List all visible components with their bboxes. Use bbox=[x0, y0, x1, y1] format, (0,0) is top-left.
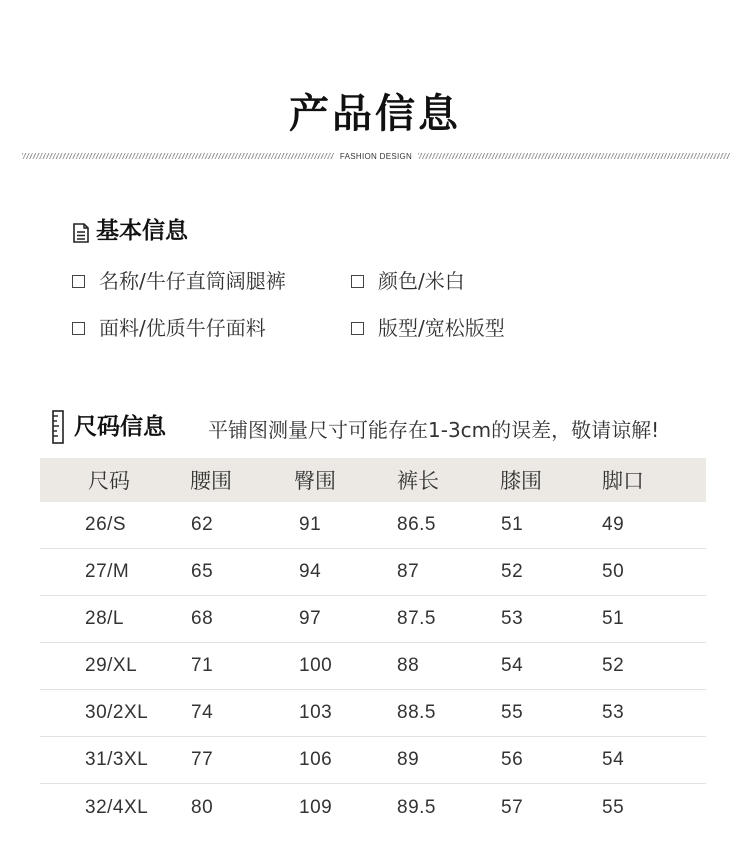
table-cell: 71 bbox=[191, 655, 214, 676]
info-item-label: 名称/牛仔直筒阔腿裤 bbox=[99, 269, 286, 293]
table-cell: 62 bbox=[191, 514, 214, 535]
table-cell: 80 bbox=[191, 796, 214, 818]
table-cell: 97 bbox=[299, 608, 322, 629]
info-item-fabric bbox=[72, 314, 266, 342]
table-cell: 31/3XL bbox=[85, 749, 149, 770]
table-row bbox=[40, 549, 706, 596]
size-info-title: 尺码信息 bbox=[74, 414, 166, 440]
checkbox-icon bbox=[72, 275, 85, 288]
column-header: 腰围 bbox=[190, 469, 232, 493]
ruler-icon bbox=[52, 410, 64, 444]
basic-info-heading bbox=[72, 216, 188, 246]
divider-label: FASHION DESIGN bbox=[339, 151, 413, 161]
table-cell: 89 bbox=[397, 749, 420, 770]
info-item-fit bbox=[351, 314, 505, 342]
table-row bbox=[40, 737, 706, 784]
table-cell: 109 bbox=[299, 796, 333, 818]
column-header: 脚口 bbox=[602, 469, 644, 493]
info-item-color bbox=[351, 267, 465, 295]
table-cell: 74 bbox=[191, 702, 214, 723]
table-cell: 32/4XL bbox=[85, 796, 149, 818]
info-item-label: 面料/优质牛仔面料 bbox=[99, 316, 266, 340]
table-row bbox=[40, 596, 706, 643]
table-row bbox=[40, 643, 706, 690]
table-cell: 56 bbox=[501, 749, 524, 770]
table-cell: 88 bbox=[397, 655, 420, 676]
table-cell: 53 bbox=[501, 608, 524, 629]
table-cell: 51 bbox=[602, 608, 625, 629]
table-cell: 87 bbox=[397, 561, 420, 582]
table-cell: 94 bbox=[299, 561, 322, 582]
column-header: 臀围 bbox=[294, 469, 336, 493]
table-cell: 52 bbox=[602, 655, 625, 676]
table-cell: 65 bbox=[191, 561, 214, 582]
table-cell: 103 bbox=[299, 702, 333, 723]
table-cell: 68 bbox=[191, 608, 214, 629]
table-cell: 77 bbox=[191, 749, 214, 770]
table-cell: 100 bbox=[299, 655, 333, 676]
document-icon bbox=[72, 221, 90, 241]
table-row bbox=[40, 784, 706, 831]
table-cell: 27/M bbox=[85, 561, 130, 582]
size-table bbox=[40, 458, 706, 831]
table-header bbox=[40, 458, 706, 502]
table-cell: 49 bbox=[602, 514, 625, 535]
table-row bbox=[40, 502, 706, 549]
table-cell: 106 bbox=[299, 749, 333, 770]
basic-info-title: 基本信息 bbox=[96, 218, 188, 244]
info-item-label: 颜色/米白 bbox=[378, 269, 465, 293]
table-cell: 51 bbox=[501, 514, 524, 535]
table-cell: 52 bbox=[501, 561, 524, 582]
table-cell: 29/XL bbox=[85, 655, 138, 676]
page-title: 产品信息 bbox=[289, 91, 461, 137]
measurement-note: 平铺图测量尺寸可能存在1-3cm的误差，敬请谅解! bbox=[208, 418, 660, 442]
table-cell: 57 bbox=[501, 796, 524, 818]
divider-hatch-left bbox=[22, 153, 334, 159]
table-cell: 87.5 bbox=[397, 608, 436, 629]
table-cell: 26/S bbox=[85, 514, 127, 535]
table-body bbox=[40, 502, 706, 831]
checkbox-icon bbox=[351, 275, 364, 288]
table-row bbox=[40, 690, 706, 737]
table-cell: 55 bbox=[602, 796, 625, 818]
divider-hatch-right bbox=[418, 153, 730, 159]
table-cell: 55 bbox=[501, 702, 524, 723]
table-cell: 54 bbox=[501, 655, 524, 676]
table-cell: 50 bbox=[602, 561, 625, 582]
checkbox-icon bbox=[351, 322, 364, 335]
info-item-label: 版型/宽松版型 bbox=[378, 316, 505, 340]
table-cell: 53 bbox=[602, 702, 625, 723]
size-info-heading bbox=[52, 410, 166, 444]
table-cell: 89.5 bbox=[397, 796, 436, 818]
info-item-name bbox=[72, 267, 286, 295]
table-cell: 88.5 bbox=[397, 702, 436, 723]
column-header: 膝围 bbox=[500, 469, 542, 493]
table-cell: 91 bbox=[299, 514, 322, 535]
table-cell: 54 bbox=[602, 749, 625, 770]
column-header: 尺码 bbox=[88, 469, 130, 493]
column-header: 裤长 bbox=[397, 469, 439, 493]
table-cell: 86.5 bbox=[397, 514, 436, 535]
table-cell: 30/2XL bbox=[85, 702, 149, 723]
fashion-design-divider bbox=[22, 149, 730, 163]
checkbox-icon bbox=[72, 322, 85, 335]
table-cell: 28/L bbox=[85, 608, 124, 629]
